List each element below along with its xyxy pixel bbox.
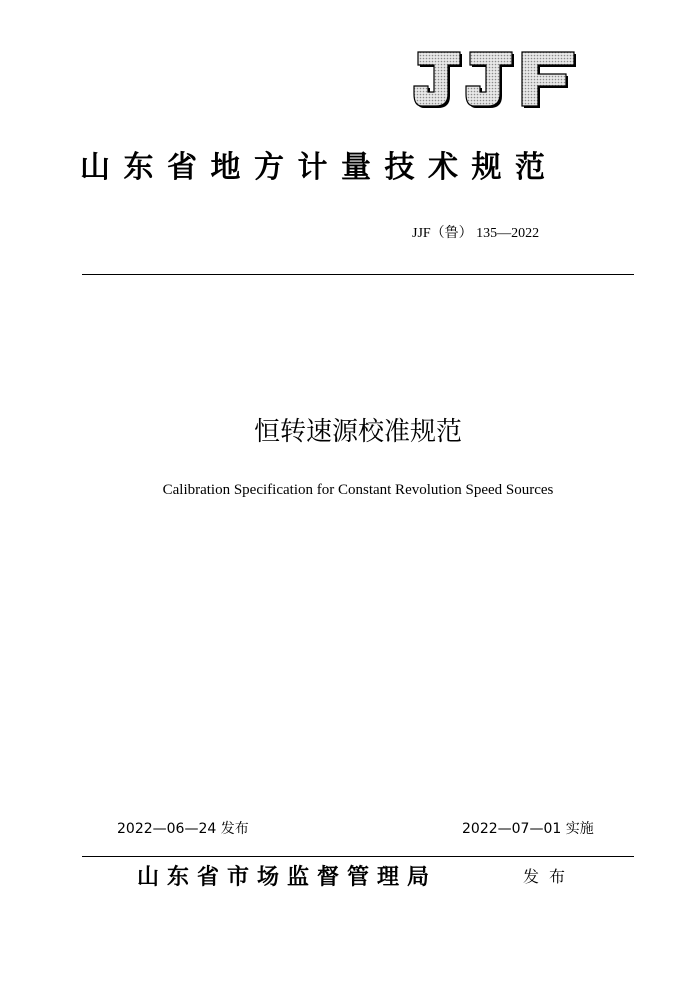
document-title-en: Calibration Specification for Constant Revolution Speed Sources: [162, 482, 554, 498]
header-title: 山东省地方计量技术规范: [80, 150, 559, 185]
publisher-name: 山东省市场监督管理局: [137, 864, 438, 890]
bottom-divider: [82, 856, 634, 857]
issue-date: 2022—06—24 发布: [117, 821, 249, 837]
spec-code: JJF（鲁） 135—2022: [412, 226, 540, 241]
top-divider: [82, 274, 634, 275]
jjf-logo: [410, 48, 580, 110]
implementation-date: 2022—07—01 实施: [462, 821, 594, 837]
document-title-cn: 恒转速源校准规范: [253, 417, 462, 447]
publish-label: 发布: [523, 867, 576, 886]
jjf-logo-graphic: [410, 48, 580, 110]
